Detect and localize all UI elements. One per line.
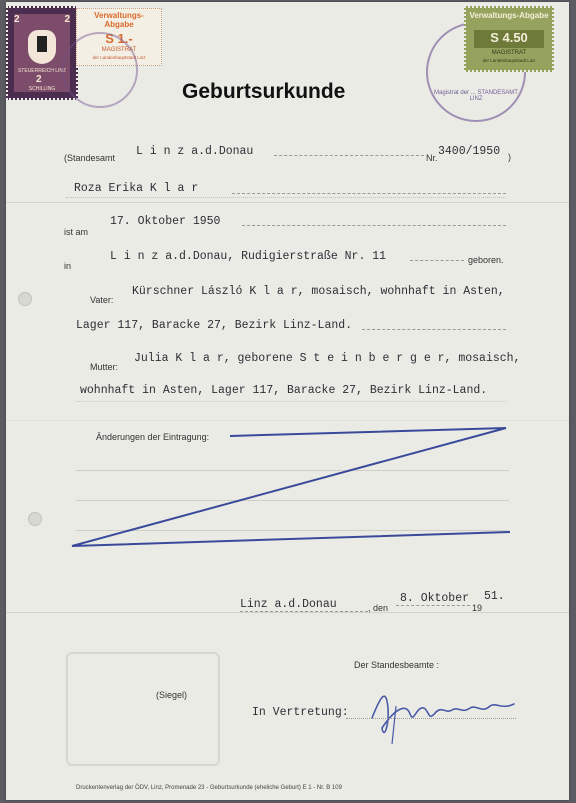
father-label: Vater: [90,295,114,305]
postmark-right: Magistrat der ... STANDESAMT LINZ [426,22,526,122]
father-line-1: Kürschner László K l a r, mosaisch, wohnhaft in Asten, [132,285,505,298]
mother-label: Mutter: [90,362,119,372]
punch-hole [28,512,42,526]
revenue-stamp-middle: Verwaltungs-Abgabe S 1.- MAGISTRAT der Landeshauptstadt Linz [76,8,162,66]
place-label: in [64,261,72,271]
date-value: 8. Oktober [400,592,470,605]
year-prefix: 19 [472,603,483,613]
nr-close: ) [508,152,511,162]
revenue-stamp-right: Verwaltungs-Abgabe S 4.50 MAGISTRAT der Landeshauptstadt Linz [464,6,554,72]
signature [366,678,526,748]
deputy-label: In Vertretung: [252,706,349,719]
nr-value: 3400/1950 [438,145,501,158]
punch-hole [18,292,32,306]
child-name: Roza Erika K l a r [74,182,199,195]
changes-label: Änderungen der Eintragung: [96,432,210,442]
father-line-2: Lager 117, Baracke 27, Bezirk Linz-Land. [76,319,353,332]
year-suffix: 51. [484,590,505,603]
mother-line-1: Julia K l a r, geborene S t e i n b e r g e r, mosaisch, [134,352,521,365]
official-label: Der Standesbeamte : [354,660,440,670]
place-date-city: Linz a.d.Donau [240,598,337,611]
place-value: L i n z a.d.Donau, Rudigierstraße Nr. 11 [110,250,387,263]
paper-fold [6,420,569,422]
nr-label: Nr. [426,153,438,163]
document-title: Geburtsurkunde [182,80,346,103]
revenue-stamp-left: 2 2 STEUERREICH LINZ 2 SCHILLING [6,6,78,100]
born-suffix: geboren. [468,255,504,265]
date-label: , den [368,603,389,613]
faint-seal-impression [66,652,220,766]
footer-print-note: Druckentenverlag der ÖDV, Linz, Promenade 23 - Geburtsurkunde (eheliche Geburt) E 1 - Nr. B 109 [76,785,342,791]
birth-certificate [6,2,569,800]
born-on-label: ist am [64,227,89,237]
seal-label: (Siegel) [156,690,188,700]
postmark-left [62,32,138,108]
born-on-value: 17. Oktober 1950 [110,215,221,228]
mother-line-2: wohnhaft in Asten, Lager 117, Baracke 27, Bezirk Linz-Land. [80,384,488,397]
standesamt-label: (Standesamt [64,153,116,163]
standesamt-value: L i n z a.d.Donau [136,145,254,158]
